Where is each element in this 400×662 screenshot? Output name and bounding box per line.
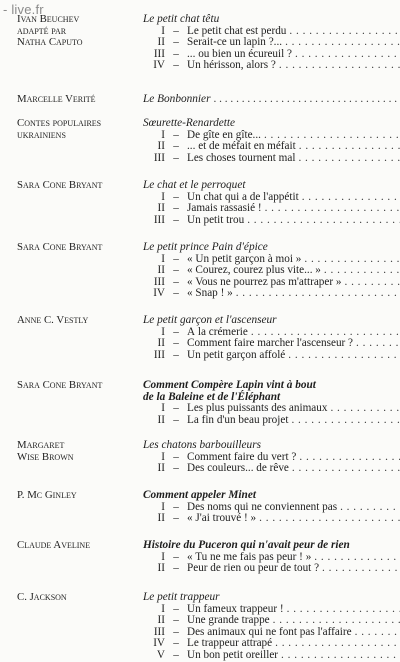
- chapter-title: Serait-ce un lapin ?...: [187, 37, 283, 49]
- chapter-item: [143, 350, 400, 362]
- story-title: [143, 315, 400, 327]
- story-block: [143, 592, 400, 662]
- dot-leader: [251, 327, 400, 339]
- story-block: [143, 118, 400, 164]
- dot-leader: [295, 49, 400, 61]
- chapter-item: [143, 215, 400, 227]
- chapter-number: II: [157, 203, 165, 215]
- chapter-number: III: [153, 626, 165, 638]
- chapter-dash: –: [173, 626, 179, 638]
- story-title-line: de la Baleine et de l'Éléphant: [143, 390, 281, 403]
- chapter-dash: –: [173, 276, 179, 288]
- chapter-title: Des noms qui ne conviennent pas: [187, 501, 338, 513]
- author-name: [17, 118, 135, 141]
- chapter-number: I: [161, 551, 165, 563]
- chapter-dash: –: [173, 463, 179, 475]
- chapter-number: I: [161, 603, 165, 615]
- chapter-item: [143, 502, 400, 514]
- story-block: [143, 315, 400, 361]
- chapter-title: Un petit garçon affolé: [187, 349, 286, 361]
- chapter-title: Comment faire marcher l'ascenseur ?: [187, 338, 354, 350]
- author-name: [17, 592, 135, 604]
- chapter-dash: –: [173, 25, 179, 37]
- chapter-list: [143, 254, 400, 300]
- dot-leader: [247, 215, 400, 227]
- author-line: Contes populaires: [17, 117, 102, 129]
- chapter-item: [143, 338, 400, 350]
- chapter-dash: –: [173, 48, 179, 60]
- chapter-item: [143, 277, 400, 289]
- chapter-list: [143, 130, 400, 165]
- chapter-dash: –: [173, 563, 179, 575]
- dot-leader: [259, 513, 400, 525]
- chapter-title: Les plus puissants des animaux: [187, 403, 328, 415]
- chapter-dash: –: [173, 615, 179, 627]
- chapter-list: [143, 604, 400, 662]
- dot-leader: [344, 277, 400, 289]
- author-line: P. Mc Ginley: [17, 489, 77, 501]
- chapter-dash: –: [173, 203, 179, 215]
- dot-leader: [302, 192, 400, 204]
- story-title-line: Le petit trappeur: [143, 591, 220, 603]
- chapter-item: [143, 327, 400, 339]
- chapter-number: I: [161, 129, 165, 141]
- author-line: adapté par: [17, 24, 67, 37]
- chapter-title: ... et de méfait en méfait: [187, 141, 296, 153]
- chapter-dash: –: [173, 214, 179, 226]
- story-title: [143, 242, 400, 254]
- chapter-item: [143, 463, 400, 475]
- chapter-item: [143, 563, 400, 575]
- story-block: [143, 490, 400, 525]
- chapter-item: [143, 192, 400, 204]
- story-title-line: Histoire du Puceron qui n'avait peur de rien: [143, 539, 350, 551]
- chapter-item: [143, 627, 400, 639]
- chapter-dash: –: [173, 649, 179, 661]
- chapter-title: Un fameux trappeur !: [187, 603, 284, 615]
- chapter-number: V: [156, 649, 165, 661]
- chapter-dash: –: [173, 265, 179, 277]
- chapter-item: [143, 254, 400, 266]
- chapter-title: De gîte en gîte...: [187, 129, 261, 141]
- chapter-list: [143, 192, 400, 227]
- dot-leader: [285, 37, 400, 49]
- story-title-line: Le petit garçon et l'ascenseur: [143, 314, 277, 326]
- chapter-number: I: [161, 451, 165, 463]
- story-block: [143, 94, 400, 106]
- chapter-dash: –: [173, 349, 179, 361]
- chapter-title: Comment faire du vert ?: [187, 451, 297, 463]
- dot-leader: [281, 650, 400, 662]
- chapter-item: [143, 638, 400, 650]
- story-title-line: Les chatons barbouilleurs: [143, 439, 261, 451]
- chapter-title: Un bon petit oreiller: [187, 649, 279, 661]
- chapter-title: Une grande trappe: [187, 615, 270, 627]
- author-name: [17, 14, 135, 49]
- dot-leader: [299, 141, 400, 153]
- chapter-title: « Courez, courez plus vite... »: [187, 265, 321, 277]
- chapter-number: IV: [153, 60, 165, 72]
- chapter-item: [143, 403, 400, 415]
- chapter-number: I: [161, 403, 165, 415]
- dot-leader: [265, 203, 400, 215]
- chapter-number: IV: [153, 638, 165, 650]
- chapter-title: « Snap ! »: [187, 288, 233, 300]
- author-line: Natha Caputo: [17, 36, 83, 48]
- story-title: [143, 180, 400, 192]
- story-block: [143, 180, 400, 226]
- story-title-line: Le chat et le perroquet: [143, 179, 246, 191]
- author-line: ukrainiens: [17, 128, 66, 141]
- chapter-title: À la crémerie: [187, 326, 248, 338]
- author-name: [17, 180, 135, 192]
- chapter-number: II: [157, 37, 165, 49]
- chapter-item: [143, 650, 400, 662]
- chapter-item: [143, 513, 400, 525]
- chapter-dash: –: [173, 414, 179, 426]
- dot-leader: [289, 26, 400, 38]
- chapter-title: Des couleurs... de rêve: [187, 463, 289, 475]
- chapter-item: [143, 452, 400, 464]
- dot-leader: [292, 463, 400, 475]
- chapter-list: [143, 552, 400, 575]
- chapter-dash: –: [173, 338, 179, 350]
- chapter-dash: –: [173, 60, 179, 72]
- chapter-number: III: [153, 214, 165, 226]
- story-title: [143, 94, 400, 106]
- chapter-title: « J'ai trouvé ! »: [187, 513, 257, 525]
- chapter-title: Un hérisson, alors ?: [187, 60, 276, 72]
- author-name: [17, 315, 135, 327]
- chapter-dash: –: [173, 451, 179, 463]
- story-title-line: Comment appeler Minet: [143, 489, 256, 501]
- chapter-dash: –: [173, 513, 179, 525]
- chapter-item: [143, 288, 400, 300]
- author-name: [17, 242, 135, 254]
- dot-leader: [236, 288, 400, 300]
- chapter-item: [143, 37, 400, 49]
- story-title: [143, 380, 400, 403]
- dot-leader: [299, 452, 400, 464]
- story-title: [143, 540, 400, 552]
- chapter-dash: –: [173, 603, 179, 615]
- chapter-number: III: [153, 276, 165, 288]
- chapter-dash: –: [173, 326, 179, 338]
- dot-leader: [356, 338, 400, 350]
- chapter-title: Le trappeur attrapé: [187, 638, 273, 650]
- dot-leader: [298, 153, 400, 165]
- dot-leader: [291, 415, 400, 427]
- chapter-number: III: [153, 48, 165, 60]
- author-line: Ivan Beuchev: [17, 13, 80, 25]
- dot-leader: [287, 604, 400, 616]
- chapter-dash: –: [173, 638, 179, 650]
- chapter-number: II: [157, 414, 165, 426]
- chapter-title: Peur de rien ou peur de tout ?: [187, 563, 320, 575]
- chapter-dash: –: [173, 288, 179, 300]
- chapter-title: « Tu ne me fais pas peur ! »: [187, 551, 312, 563]
- chapter-number: I: [161, 191, 165, 203]
- chapter-title: Jamais rassasié !: [187, 203, 262, 215]
- dot-leader: [275, 638, 400, 650]
- chapter-item: [143, 552, 400, 564]
- chapter-number: II: [157, 513, 165, 525]
- dot-leader: [288, 350, 400, 362]
- author-line: Margaret: [17, 439, 65, 451]
- chapter-item: [143, 141, 400, 153]
- watermark-text: - live.fr: [3, 2, 44, 17]
- story-block: [143, 380, 400, 426]
- author-name: [17, 490, 135, 502]
- chapter-dash: –: [173, 403, 179, 415]
- chapter-item: [143, 49, 400, 61]
- story-block: [143, 440, 400, 475]
- chapter-item: [143, 415, 400, 427]
- chapter-title: Un chat qui a de l'appétit: [187, 191, 299, 203]
- chapter-dash: –: [173, 152, 179, 164]
- chapter-item: [143, 60, 400, 72]
- story-title-line: Le Bonbonnier . . .: [143, 94, 400, 106]
- chapter-number: II: [157, 265, 165, 277]
- chapter-dash: –: [173, 141, 179, 153]
- chapter-dash: –: [173, 37, 179, 49]
- chapter-number: I: [161, 501, 165, 513]
- chapter-title: Le petit chat est perdu: [187, 25, 287, 37]
- author-line: Marcelle Verité: [17, 93, 96, 105]
- chapter-number: III: [153, 152, 165, 164]
- chapter-number: I: [161, 253, 165, 265]
- chapter-number: II: [157, 338, 165, 350]
- dot-leader: [340, 502, 400, 514]
- dot-leader: [264, 130, 400, 142]
- chapter-number: II: [157, 615, 165, 627]
- dot-leader: [330, 403, 400, 415]
- author-line: C. Jackson: [17, 591, 67, 603]
- story-title: [143, 440, 400, 452]
- chapter-item: [143, 203, 400, 215]
- chapter-dash: –: [173, 191, 179, 203]
- story-title: [143, 14, 400, 26]
- dot-leader: [324, 265, 400, 277]
- chapter-dash: –: [173, 253, 179, 265]
- chapter-dash: –: [173, 501, 179, 513]
- story-block: [143, 540, 400, 575]
- chapter-title: La fin d'un beau projet: [187, 414, 289, 426]
- chapter-number: IV: [153, 288, 165, 300]
- chapter-item: [143, 615, 400, 627]
- dot-leader: [314, 552, 400, 564]
- author-line: Sara Cone Bryant: [17, 379, 103, 391]
- chapter-title: « Un petit garçon à moi »: [187, 253, 302, 265]
- chapter-title: « Vous ne pourrez pas m'attraper »: [187, 276, 342, 288]
- dot-leader: [322, 563, 400, 575]
- chapter-list: [143, 403, 400, 426]
- dot-leader: [304, 254, 400, 266]
- dot-leader: [279, 60, 400, 72]
- chapter-item: [143, 265, 400, 277]
- story-title-line: Le petit chat têtu: [143, 13, 220, 25]
- dot-leader: [355, 627, 400, 639]
- story-title-line: Sœurette-Renardette: [143, 117, 236, 129]
- author-line: Claude Aveline: [17, 539, 91, 551]
- author-name: [17, 380, 135, 392]
- dot-leader: [273, 615, 400, 627]
- chapter-number: II: [157, 141, 165, 153]
- author-line: Sara Cone Bryant: [17, 241, 103, 253]
- chapter-list: [143, 452, 400, 475]
- chapter-list: [143, 502, 400, 525]
- chapter-list: [143, 26, 400, 72]
- chapter-dash: –: [173, 129, 179, 141]
- author-line: Anne C. Vestly: [17, 314, 89, 326]
- chapter-title: ... ou bien un écureuil ?: [187, 48, 293, 60]
- author-line: Sara Cone Bryant: [17, 179, 103, 191]
- chapter-list: [143, 327, 400, 362]
- story-title: [143, 592, 400, 604]
- author-line: Wise Brown: [17, 450, 74, 463]
- author-name: [17, 540, 135, 552]
- chapter-number: I: [161, 25, 165, 37]
- chapter-item: [143, 26, 400, 38]
- chapter-title: Un petit trou: [187, 214, 245, 226]
- story-block: [143, 242, 400, 300]
- chapter-number: II: [157, 463, 165, 475]
- story-block: [143, 14, 400, 72]
- story-title-line: Comment Compère Lapin vint à bout: [143, 379, 316, 391]
- author-name: [17, 94, 135, 106]
- chapter-title: Des animaux qui ne font pas l'affaire: [187, 626, 352, 638]
- chapter-item: [143, 130, 400, 142]
- author-name: [17, 440, 135, 463]
- chapter-dash: –: [173, 551, 179, 563]
- chapter-title: Les choses tournent mal: [187, 152, 296, 164]
- story-title: [143, 490, 400, 502]
- chapter-item: [143, 153, 400, 165]
- chapter-number: III: [153, 349, 165, 361]
- chapter-number: II: [157, 563, 165, 575]
- story-title-line: Le petit prince Pain d'épice: [143, 241, 268, 253]
- chapter-number: I: [161, 326, 165, 338]
- chapter-item: [143, 604, 400, 616]
- story-title: [143, 118, 400, 130]
